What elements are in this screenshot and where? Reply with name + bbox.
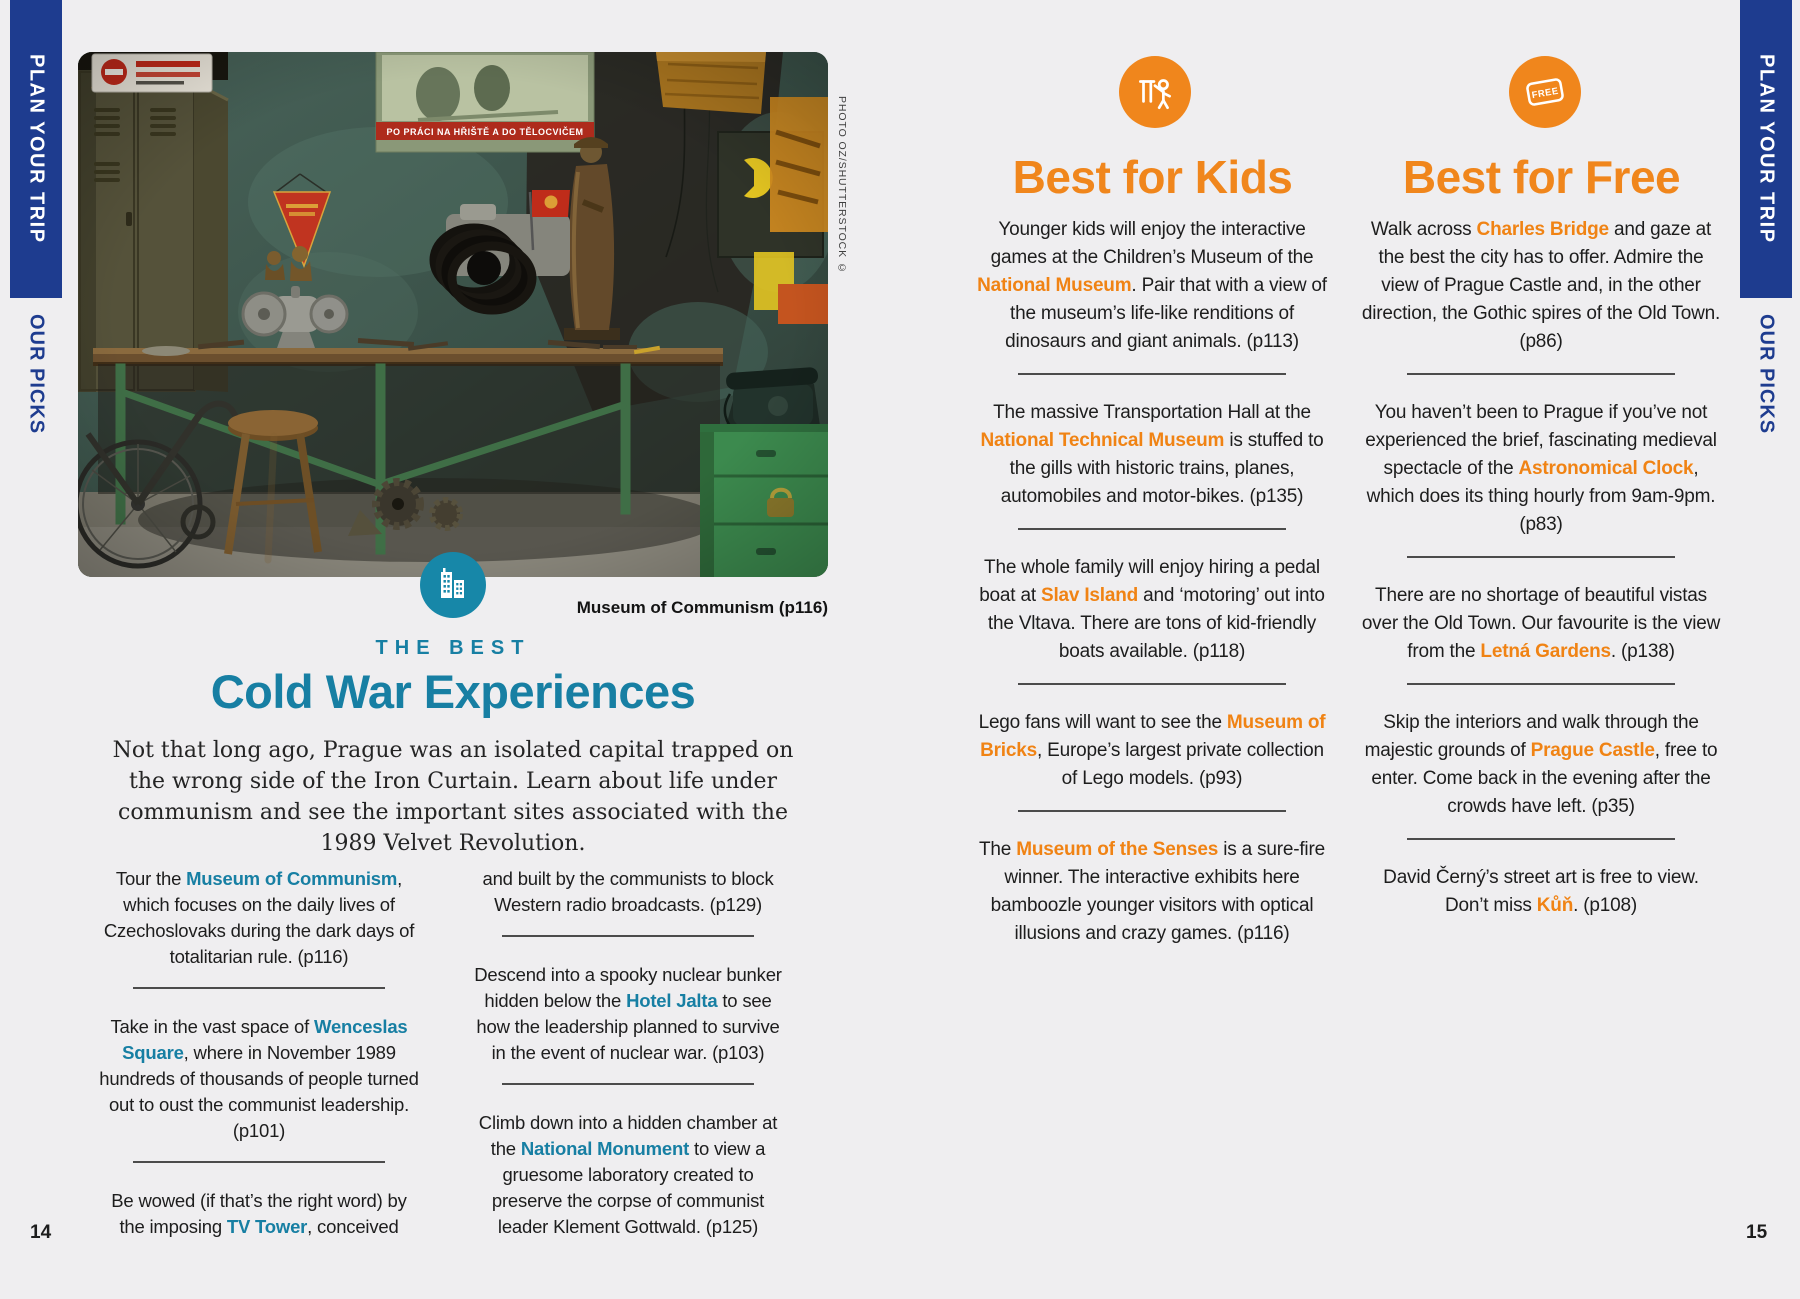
page-number-left: 14	[30, 1222, 52, 1243]
paragraph-divider	[1407, 838, 1675, 840]
intro-line: the wrong side of the Iron Curtain. Learn about life under	[128, 769, 778, 794]
paragraph	[972, 554, 1332, 666]
paragraph-text: and gaze at the best the city has to offer. Admire the view of Prague Castle and, in the other direction, the Gothic spires of the Old Town. (p86)	[1361, 219, 1721, 352]
paragraph	[972, 399, 1332, 511]
paragraph-text: Walk across	[1370, 219, 1477, 240]
paragraph	[98, 866, 420, 970]
photo-vignette	[78, 52, 828, 577]
paragraph-text: . (p138)	[1610, 641, 1675, 662]
photo-caption: Museum of Communism (p116)	[576, 598, 828, 617]
highlighted-place-name: Charles Bridge	[1476, 219, 1609, 240]
paragraph-text: Descend into a spooky nuclear bunker hidden below the	[474, 964, 782, 1011]
paragraph-text: Lego fans will want to see the	[978, 712, 1227, 733]
left-sidebar-tab	[10, 0, 62, 298]
paragraph-text: , where in November 1989 hundreds of thousands of people turned out to oust the communist leadership. (p101)	[99, 1042, 419, 1141]
intro-line: Not that long ago, Prague was an isolated capital trapped on	[112, 738, 794, 763]
right-sidebar-tab	[1740, 0, 1792, 298]
paragraph-text: to view a gruesome laboratory created to preserve the corpse of communist leader Klement Gottwald. (p125)	[491, 1138, 766, 1237]
paragraph	[972, 709, 1332, 793]
best-for-free-column	[1361, 216, 1721, 920]
paragraph-text: You haven’t been to Prague if you’ve not experienced the brief, fascinating medieval spectacle of the	[1365, 402, 1717, 479]
highlighted-place-name: Slav Island	[1040, 585, 1139, 606]
best-for-free-badge	[1509, 56, 1581, 128]
highlighted-place-name: Astronomical Clock	[1518, 458, 1694, 479]
highlighted-place-name: Museum of Bricks	[980, 712, 1326, 761]
left-page-column-2	[467, 866, 789, 1240]
highlighted-place-name: National Museum	[977, 275, 1132, 296]
paragraph-text: The whole family will enjoy hiring a pedal boat at	[979, 557, 1320, 606]
paragraph-divider	[1407, 683, 1675, 685]
paragraph	[1361, 216, 1721, 356]
highlighted-place-name: Letná Gardens	[1480, 641, 1611, 662]
paragraph-divider	[1018, 683, 1286, 685]
paragraph-divider	[133, 987, 385, 989]
paragraph-text: to see how the leadership planned to survive in the event of nuclear war. (p103)	[476, 990, 780, 1063]
left-sidebar-section	[10, 314, 62, 474]
paragraph	[467, 1110, 789, 1240]
best-for-kids-title: Best for Kids	[1012, 151, 1293, 203]
intro-line: communism and see the important sites associated with the	[118, 800, 788, 825]
museum-photo	[78, 52, 828, 577]
paragraph-text: , which does its thing hourly from 9am-9pm. (p83)	[1366, 458, 1716, 535]
paragraph-divider	[502, 935, 754, 937]
intro-line: 1989 Velvet Revolution.	[320, 831, 586, 856]
left-sidebar-section-label: OUR PICKS	[25, 314, 48, 435]
page-title: Cold War Experiences	[210, 665, 696, 718]
museum-photo-illustration	[78, 52, 828, 577]
paragraph-text: The	[979, 839, 1017, 860]
best-for-free-title: Best for Free	[1402, 151, 1681, 203]
highlighted-place-name: Museum of the Senses	[1016, 839, 1219, 860]
paragraph	[1361, 864, 1721, 920]
paragraph-divider	[1018, 810, 1286, 812]
paragraph	[467, 962, 789, 1066]
paragraph-text: , free to enter. Come back in the evening after the crowds have left. (p35)	[1371, 740, 1718, 817]
paragraph-text: Skip the interiors and walk through the majestic grounds of	[1364, 712, 1699, 761]
paragraph-text: Tour the	[115, 868, 187, 889]
paragraph-text: There are no shortage of beautiful vistas over the Old Town. Our favourite is the view from the	[1361, 585, 1721, 662]
free-ticket-icon	[1522, 69, 1568, 115]
paragraph-text: and ‘motoring’ out into the Vltava. There are tons of kid-friendly boats available. (p118)	[987, 585, 1325, 662]
paragraph-text: . (p108)	[1573, 895, 1637, 916]
paragraph-text: Younger kids will enjoy the interactive games at the Children’s Museum of the	[990, 219, 1314, 268]
right-sidebar-section	[1740, 314, 1792, 474]
paragraph-text: is stuffed to the gills with historic trains, planes, automobiles and motor-bikes. (p135)	[1000, 430, 1324, 507]
paragraph-text: , which focuses on the daily lives of Czechoslovaks during the dark days of totalitarian rule. (p116)	[103, 868, 415, 967]
paragraph-text: . Pair that with a view of the museum’s life-like renditions of dinosaurs and giant animals. (p113)	[1005, 275, 1327, 352]
paragraph	[98, 1014, 420, 1144]
free-ticket-text: FREE	[1530, 84, 1560, 101]
highlighted-place-name: Kůň	[1536, 895, 1574, 916]
paragraph-divider	[1018, 373, 1286, 375]
paragraph	[98, 1188, 420, 1240]
left-page-column-1	[98, 866, 420, 1240]
highlighted-place-name: TV Tower	[226, 1216, 308, 1237]
paragraph-text: David Černý’s street art is free to view. Don’t miss	[1383, 867, 1699, 916]
paragraph-text: Be wowed (if that’s the right word) by the imposing	[111, 1190, 407, 1237]
city-buildings-badge	[420, 552, 486, 618]
paragraph-divider	[502, 1083, 754, 1085]
paragraph-text: The massive Transportation Hall at the	[993, 402, 1311, 423]
left-sidebar-tab-label: PLAN YOUR TRIP	[25, 54, 48, 244]
paragraph-divider	[1407, 373, 1675, 375]
highlighted-place-name: Hotel Jalta	[626, 990, 718, 1011]
paragraph-text: is a sure-fire winner. The interactive exhibits here bamboozle younger visitors with optical illusions and crazy games. (p116)	[990, 839, 1325, 944]
paragraph-divider	[1407, 556, 1675, 558]
highlighted-place-name: National Technical Museum	[980, 430, 1225, 451]
best-for-kids-badge	[1119, 56, 1191, 128]
paragraph	[467, 866, 789, 918]
highlighted-place-name: Wenceslas Square	[122, 1016, 408, 1063]
paragraph	[1361, 709, 1721, 821]
paragraph-text: and built by the communists to block Western radio broadcasts. (p129)	[482, 868, 774, 915]
paragraph-text: Climb down into a hidden chamber at the	[478, 1112, 778, 1159]
highlighted-place-name: Prague Castle	[1530, 740, 1655, 761]
highlighted-place-name: National Monument	[520, 1138, 690, 1159]
right-sidebar-tab-label: PLAN YOUR TRIP	[1755, 54, 1778, 244]
family-icon	[1132, 69, 1178, 115]
highlighted-place-name: Museum of Communism	[186, 868, 398, 889]
paragraph-text: , Europe’s largest private collection of Lego models. (p93)	[1037, 740, 1324, 789]
paragraph-text: , conceived	[307, 1216, 399, 1237]
intro-text	[103, 735, 803, 859]
paragraph	[972, 836, 1332, 948]
right-sidebar-section-label: OUR PICKS	[1755, 314, 1778, 435]
paragraph-divider	[133, 1161, 385, 1163]
page-number-right: 15	[1746, 1222, 1768, 1243]
paragraph	[1361, 582, 1721, 666]
city-buildings-icon	[433, 565, 473, 605]
paragraph	[1361, 399, 1721, 539]
best-for-kids-column	[972, 216, 1332, 948]
kicker: THE BEST	[375, 637, 531, 659]
paragraph-divider	[1018, 528, 1286, 530]
paragraph	[972, 216, 1332, 356]
photo-credit: PHOTO OZ/SHUTTERSTOCK ©	[836, 96, 848, 275]
paragraph-text: Take in the vast space of	[110, 1016, 315, 1037]
